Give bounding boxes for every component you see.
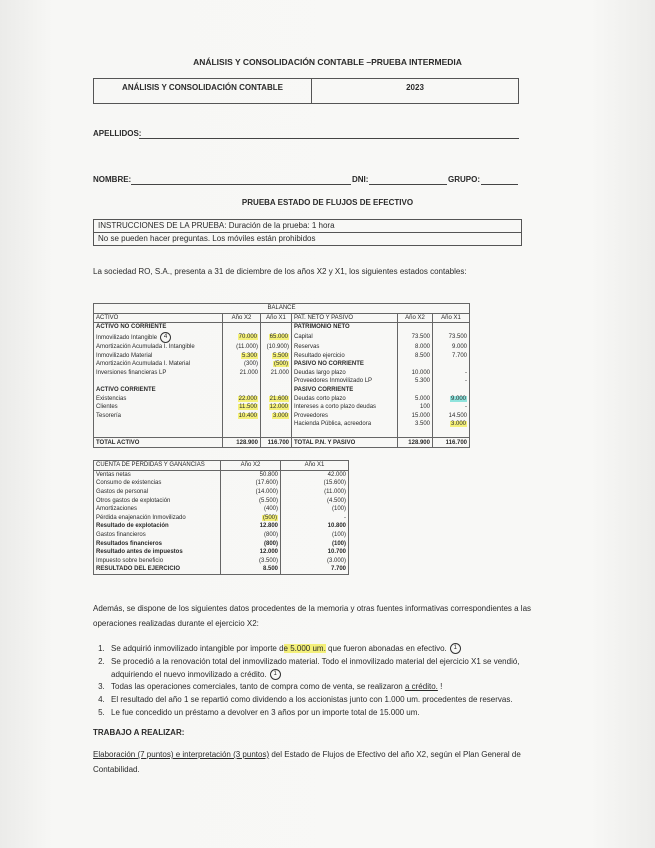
liability-x1: 73.500 [433, 332, 470, 343]
table-row [94, 522, 349, 531]
highlight: 12.000 [269, 404, 288, 411]
asset-label [94, 332, 223, 343]
pyg-x2: 8.500 [221, 565, 281, 574]
pyg-label: Resultado de explotación [94, 522, 221, 531]
memo-text: Le fue concedido un préstamo a devolver en 3 años por un importe total de 15.000 um. [111, 707, 420, 717]
pyg-label: Gastos de personal [94, 488, 221, 497]
asset-x2 [223, 351, 261, 360]
task-underlined: Elaboración (7 puntos) e interpretación (3 puntos) [93, 750, 270, 759]
asset-label: Clientes [94, 403, 223, 412]
memo-text: ! [437, 682, 443, 692]
memo-text: que fueron abonadas en efectivo. [325, 644, 447, 653]
liability-x2: 73.500 [398, 332, 433, 343]
pyg-table [93, 460, 349, 575]
table-row [94, 548, 349, 557]
pyg-label: Otros gastos de explotación [94, 496, 221, 505]
table-row [94, 394, 470, 403]
apellidos-label: APELLIDOS: [93, 129, 142, 138]
table-row [94, 386, 470, 395]
column-header: Año X2 [221, 461, 281, 471]
pyg-x1: 42.000 [281, 470, 349, 479]
asset-x1 [261, 394, 292, 403]
liability-x1 [433, 429, 470, 438]
highlight: 3.000 [272, 412, 288, 419]
asset-x2: 21.000 [223, 369, 261, 378]
pyg-x1: (100) [281, 539, 349, 548]
highlight: 5.300 [241, 352, 257, 359]
task-title: TRABAJO A REALIZAR: [93, 728, 185, 737]
liability-x1 [433, 394, 470, 403]
table-row [94, 332, 470, 343]
highlight: 65.000 [269, 334, 288, 341]
liability-x1 [433, 323, 470, 332]
nombre-field[interactable] [131, 175, 351, 185]
liability-x1: - [433, 403, 470, 412]
liability-x2: 5.300 [398, 377, 433, 386]
asset-label [94, 429, 223, 438]
balance-title-row [94, 304, 470, 314]
asset-x2 [223, 394, 261, 403]
asset-x1 [261, 403, 292, 412]
dni-label: DNI: [352, 175, 369, 184]
highlight: (500) [262, 514, 277, 521]
pyg-x2: (5.500) [221, 496, 281, 505]
total-p: TOTAL P.N. Y PASIVO [292, 438, 398, 448]
liability-label: Reservas [292, 343, 398, 352]
liability-label: Capital [292, 332, 398, 343]
total-a1: 116.700 [261, 438, 292, 448]
table-row [94, 343, 470, 352]
pyg-x2: (14.000) [221, 488, 281, 497]
asset-x1 [261, 412, 292, 421]
pyg-x2: (17.600) [221, 479, 281, 488]
table-row [94, 360, 470, 369]
asset-label: Amortización Acumulada I. Intangible [94, 343, 223, 352]
asset-x1 [261, 351, 292, 360]
apellidos-field[interactable] [139, 129, 519, 139]
asset-label: ACTIVO NO CORRIENTE [94, 323, 223, 332]
table-row [94, 429, 470, 438]
instruction-line: No se pueden hacer preguntas. Los móviles están prohibidos [94, 232, 521, 245]
column-header: CUENTA DE PÉRDIDAS Y GANANCIAS [94, 461, 221, 471]
total-a2: 128.900 [223, 438, 261, 448]
grupo-field[interactable] [481, 175, 518, 185]
year: 2023 [406, 83, 424, 92]
liability-x1 [433, 386, 470, 395]
asset-x1 [261, 377, 292, 386]
liability-x2 [398, 386, 433, 395]
task-rest: del Estado de Flujos de Efectivo del año X2, según el Plan General de Contabilidad. [93, 750, 521, 774]
table-row [94, 505, 349, 514]
table-row [94, 496, 349, 505]
table-row [94, 488, 349, 497]
liability-x2 [398, 429, 433, 438]
asset-label: Amortización Acumulada I. Material [94, 360, 223, 369]
asset-x2 [223, 386, 261, 395]
pyg-label: RESULTADO DEL EJERCICIO [94, 565, 221, 574]
pyg-header-row [94, 461, 349, 471]
pyg-label: Consumo de existencias [94, 479, 221, 488]
liability-label: PATRIMONIO NETO [292, 323, 398, 332]
highlight: 22.000 [238, 395, 257, 402]
pyg-x2: (400) [221, 505, 281, 514]
liability-x1 [433, 420, 470, 429]
memo-item [107, 707, 563, 720]
pyg-x2: (800) [221, 531, 281, 540]
highlight: (500) [273, 361, 288, 368]
asset-x1: 21.000 [261, 369, 292, 378]
liability-x1: 7.700 [433, 351, 470, 360]
liability-x2: 15.000 [398, 412, 433, 421]
highlight: 21.600 [269, 395, 288, 402]
circled-number-annotation: 1 [450, 643, 461, 654]
pyg-x2: 12.800 [221, 522, 281, 531]
liability-label: Intereses a corto plazo deudas [292, 403, 398, 412]
liability-x1: - [433, 369, 470, 378]
grupo-label: GRUPO: [448, 175, 480, 184]
memo-text: Se procedió a la renovación total del inmovilizado material. Todo el inmovilizado material del ejercicio X1 se vendió, adquiriendo el nuevo inmovilizado a crédito. [111, 656, 520, 679]
balance-header-row [94, 313, 470, 323]
pyg-label: Impuesto sobre beneficio [94, 557, 221, 566]
asset-label: Inmovilizado Material [94, 351, 223, 360]
liability-label: PASIVO CORRIENTE [292, 386, 398, 395]
asset-label [94, 377, 223, 386]
pyg-label: Ventas netas [94, 470, 221, 479]
memo-highlight: e 5.000 um. [283, 644, 326, 653]
pyg-x2 [221, 514, 281, 523]
asset-label-text: Inmovilizado Intangible [96, 334, 158, 341]
liability-label: PASIVO NO CORRIENTE [292, 360, 398, 369]
instruction-line: INSTRUCCIONES DE LA PRUEBA: Duración de la prueba: 1 hora [98, 221, 335, 230]
memo-list [93, 643, 563, 720]
pyg-x2: 12.000 [221, 548, 281, 557]
asset-x2 [223, 420, 261, 429]
table-row [94, 514, 349, 523]
asset-x1 [261, 360, 292, 369]
liability-x2: 8.500 [398, 351, 433, 360]
liability-x2: 3.500 [398, 420, 433, 429]
highlight: 5.500 [272, 352, 288, 359]
total-p2: 128.900 [398, 438, 433, 448]
table-row [94, 412, 470, 421]
total-a: TOTAL ACTIVO [94, 438, 223, 448]
liability-x2: 5.000 [398, 394, 433, 403]
table-row [94, 403, 470, 412]
table-row [94, 420, 470, 429]
table-row [94, 479, 349, 488]
table-row [94, 470, 349, 479]
subject-name: ANÁLISIS Y CONSOLIDACIÓN CONTABLE [94, 79, 312, 103]
column-header: Año X1 [281, 461, 349, 471]
pyg-x1: - [281, 514, 349, 523]
table-row [94, 557, 349, 566]
asset-x1 [261, 386, 292, 395]
liability-label: Hacienda Pública, acreedora [292, 420, 398, 429]
liability-x2 [398, 360, 433, 369]
asset-label: Existencias [94, 394, 223, 403]
memo-item [107, 681, 563, 694]
asset-x1 [261, 420, 292, 429]
liability-x2 [398, 323, 433, 332]
intro-text: La sociedad RO, S.A., presenta a 31 de diciembre de los años X2 y X1, los siguientes estados contables: [93, 267, 467, 276]
pyg-x1: (100) [281, 531, 349, 540]
balance-table [93, 303, 470, 448]
asset-label: ACTIVO CORRIENTE [94, 386, 223, 395]
exam-title: PRUEBA ESTADO DE FLUJOS DE EFECTIVO [241, 198, 414, 207]
memo-text: Todas las operaciones comerciales, tanto de compra como de venta, se realizaron [111, 682, 403, 692]
pyg-x1: (4.500) [281, 496, 349, 505]
column-header: Año X1 [433, 313, 470, 323]
table-row [94, 539, 349, 548]
table-row [94, 369, 470, 378]
memo-intro: Además, se dispone de los siguientes datos procedentes de la memoria y otras fuentes informativas correspondientes a las operaciones realizadas durante el ejercicio X2: [93, 604, 532, 628]
table-row [94, 565, 349, 574]
highlight: 3.000 [451, 421, 467, 428]
pyg-x1: 10.800 [281, 522, 349, 531]
liability-x1: - [433, 377, 470, 386]
circled-number-annotation: 1 [270, 669, 281, 680]
pyg-x2: (3.500) [221, 557, 281, 566]
instructions-box [93, 219, 522, 246]
circled-number-annotation: 4 [160, 332, 171, 343]
liability-label: Proveedores Inmovilizado LP [292, 377, 398, 386]
pyg-x1: (15.600) [281, 479, 349, 488]
table-row [94, 323, 470, 332]
liability-label: Deudas corto plazo [292, 394, 398, 403]
total-p1: 116.700 [433, 438, 470, 448]
memo-item [107, 694, 563, 707]
liability-label: Deudas largo plazo [292, 369, 398, 378]
pyg-label: Resultado antes de impuestos [94, 548, 221, 557]
memo-underlined: a crédito. [404, 682, 438, 692]
asset-x1 [261, 332, 292, 343]
memo-item [107, 643, 563, 656]
asset-x2 [223, 332, 261, 343]
highlight: 9.000 [451, 395, 467, 402]
asset-x1 [261, 323, 292, 332]
pyg-x2: 50.800 [221, 470, 281, 479]
asset-label: Inversiones financieras LP [94, 369, 223, 378]
asset-label [94, 420, 223, 429]
liability-label [292, 429, 398, 438]
liability-x1 [433, 360, 470, 369]
pyg-label: Resultados financieros [94, 539, 221, 548]
liability-label: Resultado ejercicio [292, 351, 398, 360]
task-text [93, 747, 563, 777]
asset-x1 [261, 429, 292, 438]
table-row [94, 377, 470, 386]
memo-text: Se adquirió inmovilizado intangible por importe d [111, 644, 284, 653]
liability-x2: 100 [398, 403, 433, 412]
liability-x2: 10.000 [398, 369, 433, 378]
column-header: Año X2 [398, 313, 433, 323]
pyg-x1: (3.000) [281, 557, 349, 566]
dni-field[interactable] [369, 175, 447, 185]
table-row [94, 531, 349, 540]
table-row [94, 351, 470, 360]
asset-label: Tesorería [94, 412, 223, 421]
highlight: 11.500 [239, 404, 257, 411]
liability-x1: 14.500 [433, 412, 470, 421]
pyg-label: Amortizaciones [94, 505, 221, 514]
asset-x2 [223, 403, 261, 412]
asset-x2 [223, 429, 261, 438]
asset-x2 [223, 377, 261, 386]
liability-x2: 8.000 [398, 343, 433, 352]
asset-x1: (10.900) [261, 343, 292, 352]
asset-x2: (11.000) [223, 343, 261, 352]
document-title: ANÁLISIS Y CONSOLIDACIÓN CONTABLE –PRUEBA INTERMEDIA [193, 57, 462, 67]
asset-x2 [223, 412, 261, 421]
pyg-label: Pérdida enajenación Inmovilizado [94, 514, 221, 523]
nombre-label: NOMBRE: [93, 175, 132, 184]
liability-label: Proveedores [292, 412, 398, 421]
pyg-x2: (800) [221, 539, 281, 548]
liability-x1: 9.000 [433, 343, 470, 352]
column-header: Año X2 [223, 313, 261, 323]
pyg-x1: 10.700 [281, 548, 349, 557]
highlight: 70.000 [238, 334, 257, 341]
asset-x2 [223, 323, 261, 332]
total-row [94, 438, 470, 448]
pyg-x1: 7.700 [281, 565, 349, 574]
header-box [93, 78, 519, 104]
memo-item [107, 656, 563, 682]
pyg-label: Gastos financieros [94, 531, 221, 540]
column-header: PAT. NETO Y PASIVO [292, 313, 398, 323]
column-header: Año X1 [261, 313, 292, 323]
asset-x2: (300) [223, 360, 261, 369]
pyg-x1: (11.000) [281, 488, 349, 497]
balance-title: BALANCE [94, 304, 470, 314]
pyg-x1: (100) [281, 505, 349, 514]
memo-text: El resultado del año 1 se repartió como dividendo a los accionistas junto con 1.000 um. procedentes de reservas. [111, 695, 513, 705]
highlight: 10.400 [238, 412, 257, 419]
column-header: ACTIVO [94, 313, 223, 323]
